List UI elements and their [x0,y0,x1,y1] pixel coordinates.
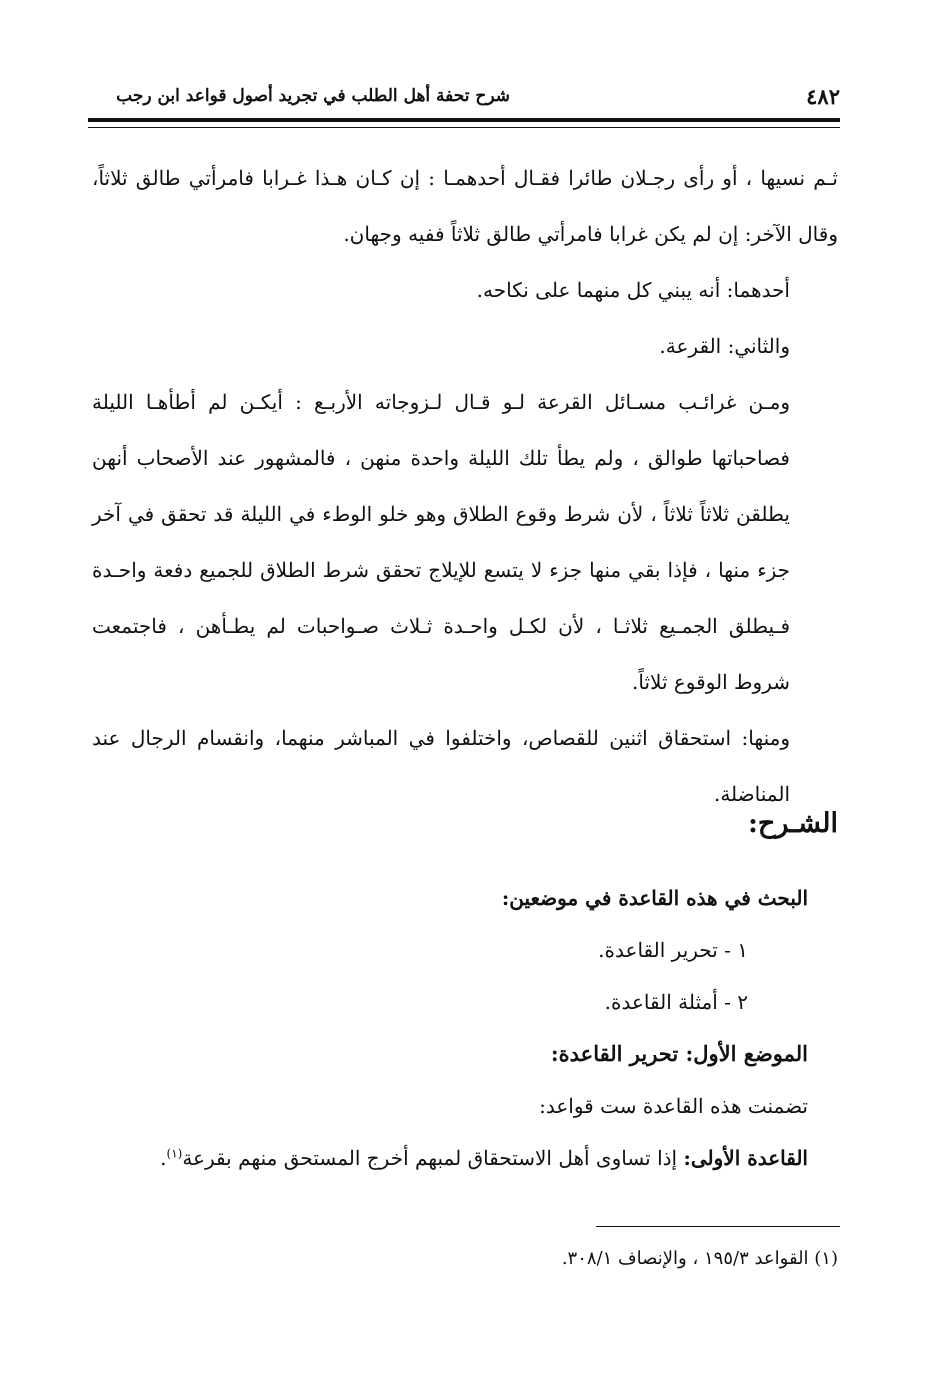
sharh-includes: تضمنت هذه القاعدة ست قواعد: [539,1094,808,1118]
matn-text [92,150,838,822]
rule-one [92,1132,808,1184]
sharh-heading: الشـرح: [747,808,838,839]
header-rule-thin [88,127,840,128]
matn-line: أحدهما: أنه يبني كل منهما على نكاحه. [476,278,790,302]
matn-paragraph: ومنها: استحقاق اثنين للقصاص، واختلفوا في المباشر منهما، وانقسام الرجال عند المناضلة. [92,726,790,806]
list-item: ٢ - أمثلة القاعدة. [604,990,748,1014]
rule-one-end: . [160,1146,167,1170]
matn-paragraph: ثـم نسيها ، أو رأى رجـلان طائرا فقـال أحدهمـا : إن كـان هـذا غـرابا فامرأتي طالق ثلاثاً، وقال الآخر: إن لم يكن غرابا فامرأتي طالق ثلاثاً ففيه وجهان. [92,166,838,246]
header-rule-thick [88,118,840,122]
page-header [88,86,840,114]
page-number: ٤٨٢ [806,84,840,109]
list-item: ١ - تحرير القاعدة. [598,938,748,962]
rule-one-label: القاعدة الأولى: [683,1146,808,1170]
rule-one-text: إذا تساوى أهل الاستحقاق لمبهم أخرج المستحق منهم بقرعة [182,1146,684,1170]
footnote-separator [596,1226,840,1227]
footnote: (١) القواعد ١٩٥/٣ ، والإنصاف ٣٠٨/١. [561,1248,838,1269]
matn-paragraph: ومـن غرائـب مسـائل القرعة لـو قـال لـزوجاته الأربـع : أيكـن لم أطأهـا الليلة فصاحباتها طوالق ، ولم يطأ تلك الليلة واحدة منهن ، فالمشهور عند الأصحاب أنهن يطلقن ثلاثاً ثلاثاً ، لأن شرط وقوع الطلاق وهو خلو الوطء في الليلة قد تحقق في آخر جزء منها ، فإذا بقي منها جزء لا يتسع للإيلاج تحقق شرط الطلاق للجميع دفعة واحـدة فـيطلق الجمـيع ثلاثـا ، لأن لكـل واحـدة ثـلاث صـواحبات لم يطـأهن ، فاجتمعت شروط الوقوع ثلاثاً. [92,390,790,694]
running-title: شرح تحفة أهل الطلب في تجريد أصول قواعد ابن رجب [116,86,510,106]
sharh-intro: البحث في هذه القاعدة في موضعين: [501,886,808,910]
matn-line: والثاني: القرعة. [659,334,790,358]
section-subheading: الموضع الأول: تحرير القاعدة: [550,1041,808,1066]
sharh-text [92,872,808,1184]
footnote-reference[interactable]: (١) [166,1146,183,1161]
